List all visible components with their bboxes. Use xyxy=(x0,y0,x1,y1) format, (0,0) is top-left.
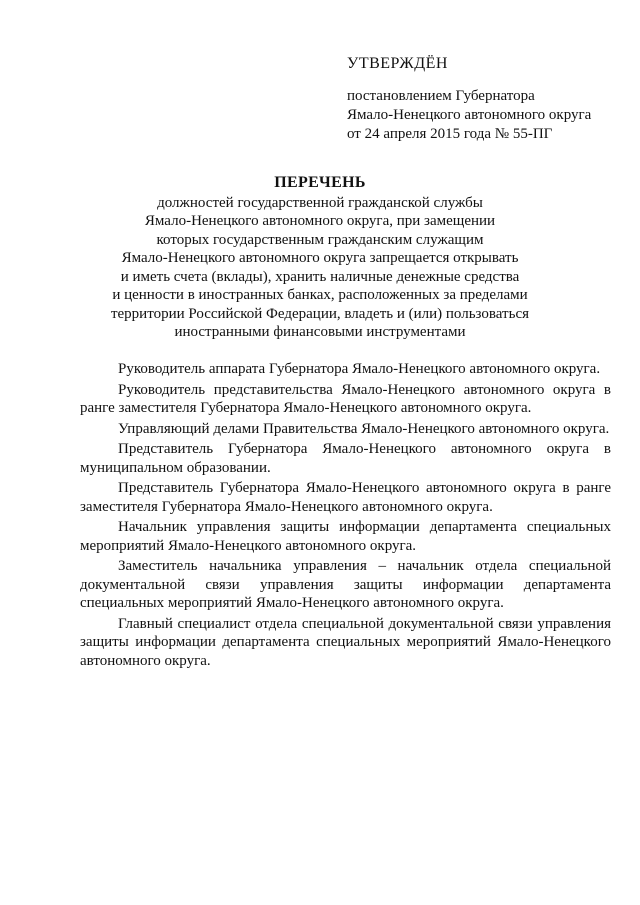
positions-list xyxy=(80,360,611,672)
approval-line: Ямало-Ненецкого автономного округа xyxy=(347,107,592,123)
title-line: территории Российской Федерации, владеть и (или) пользоваться xyxy=(110,305,530,322)
approval-line: от 24 апреля 2015 года № 55-ПГ xyxy=(347,126,553,142)
list-item: Главный специалист отдела специальной документальной связи управления защиты информации департамента специальных мероприятий Ямало-Ненецкого автономного округа. xyxy=(80,615,611,669)
title-line: и ценности в иностранных банках, расположенных за пределами xyxy=(112,287,528,303)
approval-line: постановлением Губернатора xyxy=(347,88,535,104)
document-title xyxy=(100,174,540,342)
list-item: Заместитель начальника управления – начальник отдела специальной документальной связи управления защиты информации департамента специальных мероприятий Ямало-Ненецкого автономного округа. xyxy=(80,558,611,611)
title-line: которых государственным гражданским служащим xyxy=(156,231,484,248)
list-item: Управляющий делами Правительства Ямало-Ненецкого автономного округа. xyxy=(118,420,610,437)
list-item: Представитель Губернатора Ямало-Ненецкого автономного округа в ранге заместителя Губернатора Ямало-Ненецкого автономного округа. xyxy=(80,480,611,515)
title-heading: ПЕРЕЧЕНЬ xyxy=(274,174,366,191)
title-line: и иметь счета (вклады), хранить наличные денежные средства xyxy=(120,268,520,285)
title-line: Ямало-Ненецкого автономного округа запрещается открывать xyxy=(121,250,519,266)
approval-stamp: УТВЕРЖДЁН xyxy=(347,55,448,72)
title-line: иностранными финансовыми инструментами xyxy=(174,324,466,340)
title-line: Ямало-Ненецкого автономного округа, при замещении xyxy=(144,213,496,229)
list-item: Представитель Губернатора Ямало-Ненецкого автономного округа в муниципальном образовании. xyxy=(80,441,611,476)
list-item: Начальник управления защиты информации департамента специальных мероприятий Ямало-Ненецкого автономного округа. xyxy=(80,519,611,554)
title-line: должностей государственной гражданской службы xyxy=(157,194,483,211)
list-item: Руководитель аппарата Губернатора Ямало-Ненецкого автономного округа. xyxy=(118,361,601,377)
approval-block xyxy=(347,54,627,144)
list-item: Руководитель представительства Ямало-Ненецкого автономного округа в ранге заместителя Губернатора Ямало-Ненецкого автономного округа. xyxy=(80,381,611,416)
